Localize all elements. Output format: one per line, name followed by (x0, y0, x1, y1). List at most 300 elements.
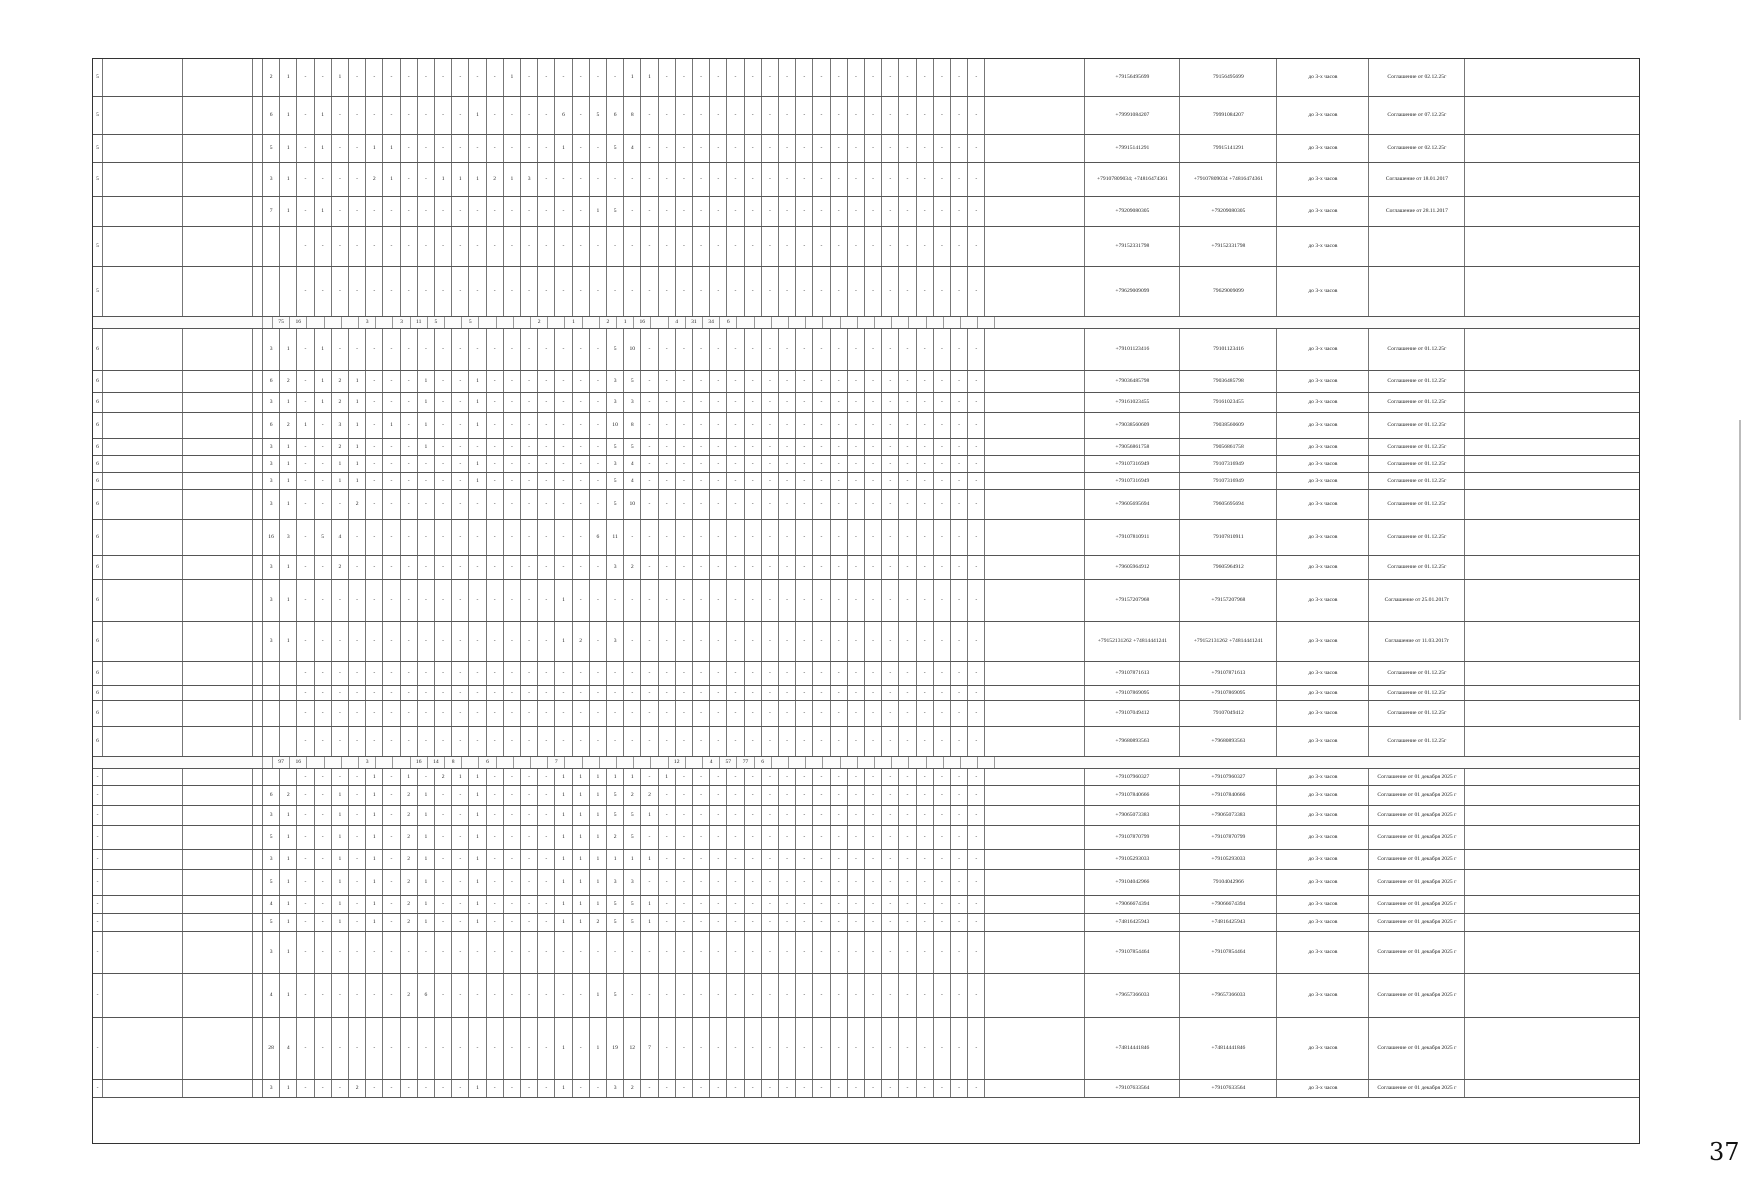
count-cell: - (779, 622, 796, 661)
count-cell: - (865, 556, 882, 579)
count-cell: 1 (555, 826, 572, 849)
cell-addr (985, 870, 1085, 895)
count-cell: - (487, 59, 504, 96)
count-cell: 5 (624, 826, 641, 849)
count-cell: - (762, 786, 779, 805)
count-cell: 5 (607, 974, 624, 1017)
count-cell: - (418, 622, 435, 661)
subtotal-value (325, 317, 342, 328)
count-cell: - (727, 520, 744, 555)
cell-area (183, 135, 253, 162)
count-cell: 4 (263, 974, 280, 1017)
count-cell: - (349, 662, 366, 685)
count-cell: - (641, 622, 658, 661)
count-cell: 1 (280, 135, 297, 162)
count-cell: - (435, 490, 452, 519)
count-cell: 1 (383, 135, 400, 162)
count-cell: - (555, 59, 572, 96)
count-cell: - (693, 520, 710, 555)
count-cell: - (779, 135, 796, 162)
count-cell: - (676, 163, 693, 196)
count-cell: 1 (332, 870, 349, 895)
count-cell: - (745, 329, 762, 370)
count-cell: - (487, 267, 504, 316)
count-cell: - (297, 870, 314, 895)
count-cell: - (487, 371, 504, 392)
count-cell: - (573, 580, 590, 621)
count-cell: 1 (332, 59, 349, 96)
count-cell: - (796, 163, 813, 196)
count-cell: - (865, 413, 882, 438)
cell-agr (1369, 227, 1465, 266)
count-cell: - (504, 393, 521, 412)
cell-addr (985, 769, 1085, 785)
count-cell: - (659, 227, 676, 266)
count-cell: - (315, 227, 332, 266)
count-cell: - (813, 556, 830, 579)
count-cell: - (968, 520, 985, 555)
count-cell: - (452, 686, 469, 700)
count-cell: - (693, 97, 710, 134)
cell-phone2: 79107049412 (1180, 701, 1277, 726)
count-cell: - (848, 490, 865, 519)
cell-time: до 3-х часов (1277, 769, 1369, 785)
count-cell: - (762, 932, 779, 973)
count-cell: - (865, 456, 882, 472)
count-cell: - (745, 870, 762, 895)
count-cell: - (899, 59, 916, 96)
subtotal-value (978, 317, 995, 328)
count-cell: - (676, 439, 693, 455)
count-cell: - (882, 393, 899, 412)
cell-phone1: +79107049412 (1085, 701, 1180, 726)
cell-time: до 3-х часов (1277, 473, 1369, 489)
count-cell: - (418, 769, 435, 785)
cell-addr (985, 826, 1085, 849)
count-cell: - (555, 686, 572, 700)
cell-org (103, 97, 183, 134)
subtotal-value (806, 757, 823, 768)
count-cell: - (762, 413, 779, 438)
count-cell: - (899, 97, 916, 134)
count-cell: - (951, 914, 968, 931)
count-cell: - (521, 769, 538, 785)
count-cell: 1 (280, 1080, 297, 1097)
count-cell: - (951, 662, 968, 685)
count-cell: 1 (332, 456, 349, 472)
count-cell: - (917, 393, 934, 412)
count-cell: 1 (555, 870, 572, 895)
count-cell: - (934, 371, 951, 392)
count-cell: - (934, 393, 951, 412)
cell-phone2: +79065073383 (1180, 806, 1277, 825)
count-cell: 5 (607, 197, 624, 226)
count-cell: - (573, 413, 590, 438)
count-cell: - (538, 727, 555, 756)
count-cell: - (710, 701, 727, 726)
cell-area (183, 662, 253, 685)
count-cell: - (934, 1080, 951, 1097)
table-cell (263, 317, 273, 328)
count-cell: - (831, 556, 848, 579)
count-cell: 2 (401, 914, 418, 931)
count-cell: 3 (607, 371, 624, 392)
count-cell: - (848, 686, 865, 700)
cell-phone1: +79107316949 (1085, 456, 1180, 472)
count-cell: - (315, 1080, 332, 1097)
count-cell: - (366, 686, 383, 700)
cell-addr (985, 393, 1085, 412)
count-cell: - (383, 826, 400, 849)
table-row (93, 413, 1639, 439)
count-cell: 1 (297, 413, 314, 438)
count-cell: - (848, 786, 865, 805)
cell-dist (253, 1018, 263, 1079)
count-cell: - (727, 393, 744, 412)
count-cell: - (848, 1080, 865, 1097)
count-cell: - (779, 227, 796, 266)
cell-phone2: +79107869095 (1180, 686, 1277, 700)
subtotal-value (927, 757, 944, 768)
cell-agr: Соглашение от 01.12.25г (1369, 371, 1465, 392)
cell-dist (253, 870, 263, 895)
count-cell: - (745, 267, 762, 316)
count-cell: - (469, 580, 486, 621)
subtotal-value (651, 317, 668, 328)
cell-num: 5 (93, 227, 103, 266)
count-cell: - (521, 786, 538, 805)
count-cell: - (762, 456, 779, 472)
count-cell: 1 (469, 371, 486, 392)
count-cell: - (899, 686, 916, 700)
count-cell: - (917, 371, 934, 392)
count-cell: - (831, 456, 848, 472)
cell-phone1: +79104042966 (1085, 870, 1180, 895)
count-cell: - (745, 197, 762, 226)
count-cell: - (676, 1080, 693, 1097)
cell-dist (253, 806, 263, 825)
count-cell: - (745, 786, 762, 805)
count-cell: - (762, 974, 779, 1017)
count-cell: - (951, 806, 968, 825)
cell-dist (253, 267, 263, 316)
count-cell: - (676, 267, 693, 316)
count-cell: - (762, 686, 779, 700)
table-row (93, 806, 1639, 826)
count-cell: - (383, 197, 400, 226)
cell-addr (985, 896, 1085, 913)
cell-dist (253, 896, 263, 913)
count-cell: - (332, 1018, 349, 1079)
count-cell: - (693, 662, 710, 685)
count-cell: 1 (332, 914, 349, 931)
count-cell: - (710, 135, 727, 162)
count-cell: - (435, 59, 452, 96)
count-cell: - (366, 622, 383, 661)
count-cell: - (469, 727, 486, 756)
count-cell: - (779, 329, 796, 370)
count-cell: - (848, 329, 865, 370)
subtotal-value: 11 (411, 317, 428, 328)
count-cell: - (676, 413, 693, 438)
count-cell: - (383, 786, 400, 805)
count-cell: - (469, 267, 486, 316)
cell-time: до 3-х часов (1277, 163, 1369, 196)
count-cell: - (848, 769, 865, 785)
count-cell: - (332, 622, 349, 661)
cell-addr (985, 439, 1085, 455)
count-cell: - (538, 135, 555, 162)
count-cell: 1 (590, 826, 607, 849)
table-row (93, 97, 1639, 135)
count-cell: - (693, 1080, 710, 1097)
count-cell: - (487, 769, 504, 785)
table-cell (263, 757, 273, 768)
subtotal-value (376, 317, 393, 328)
count-cell: - (813, 932, 830, 973)
cell-num: - (93, 826, 103, 849)
count-cell: - (762, 1018, 779, 1079)
count-cell: - (968, 686, 985, 700)
count-cell: - (297, 701, 314, 726)
count-cell: - (934, 439, 951, 455)
cell-org (103, 490, 183, 519)
count-cell: - (538, 974, 555, 1017)
count-cell: 1 (280, 329, 297, 370)
count-cell: - (917, 686, 934, 700)
subtotal-value (565, 757, 582, 768)
count-cell: - (349, 329, 366, 370)
cell-num: 6 (93, 580, 103, 621)
count-cell: - (435, 520, 452, 555)
count-cell: - (297, 727, 314, 756)
cell-phone1: +79991084207 (1085, 97, 1180, 134)
cell-phone2: 79605964912 (1180, 556, 1277, 579)
cell-agr: Соглашение от 01 декабря 2025 г (1369, 806, 1465, 825)
count-cell: - (951, 59, 968, 96)
count-cell: - (418, 267, 435, 316)
count-cell: 1 (366, 870, 383, 895)
count-cell: - (435, 727, 452, 756)
count-cell: - (332, 701, 349, 726)
count-cell: 3 (607, 556, 624, 579)
count-cell: - (693, 439, 710, 455)
count-cell: 1 (315, 135, 332, 162)
count-cell: - (676, 806, 693, 825)
cell-area (183, 622, 253, 661)
count-cell: - (951, 490, 968, 519)
count-cell: - (538, 473, 555, 489)
count-cell: - (418, 163, 435, 196)
count-cell: 1 (349, 371, 366, 392)
count-cell: - (882, 329, 899, 370)
count-cell: - (710, 870, 727, 895)
cell-phone1: +79157207968 (1085, 580, 1180, 621)
count-cell: - (848, 806, 865, 825)
count-cell: 3 (607, 1080, 624, 1097)
count-cell: - (934, 163, 951, 196)
count-cell: - (899, 490, 916, 519)
cell-agr: Соглашение от 01.12.25г (1369, 456, 1465, 472)
count-cell: - (710, 227, 727, 266)
count-cell: - (504, 896, 521, 913)
count-cell: - (899, 556, 916, 579)
count-cell: - (917, 227, 934, 266)
count-cell: - (504, 701, 521, 726)
count-cell: - (487, 439, 504, 455)
count-cell: - (487, 701, 504, 726)
count-cell: - (745, 769, 762, 785)
count-cell: - (934, 413, 951, 438)
count-cell: - (487, 932, 504, 973)
count-cell: - (968, 197, 985, 226)
subtotal-value (342, 757, 359, 768)
count-cell: 5 (624, 896, 641, 913)
cell-num: - (93, 974, 103, 1017)
count-cell: - (452, 456, 469, 472)
count-cell: - (727, 456, 744, 472)
cell-org (103, 197, 183, 226)
count-cell: - (659, 1018, 676, 1079)
cell-org (103, 520, 183, 555)
count-cell: - (848, 932, 865, 973)
count-cell: - (504, 97, 521, 134)
count-cell: - (573, 439, 590, 455)
count-cell: 7 (641, 1018, 658, 1079)
count-cell: - (693, 622, 710, 661)
count-cell: 1 (469, 1080, 486, 1097)
count-cell: - (641, 556, 658, 579)
count-cell: - (469, 135, 486, 162)
count-cell: - (693, 329, 710, 370)
count-cell: - (469, 662, 486, 685)
count-cell: - (487, 662, 504, 685)
count-cell: - (745, 59, 762, 96)
count-cell: - (865, 701, 882, 726)
count-cell: - (555, 393, 572, 412)
cell-num: 6 (93, 439, 103, 455)
count-cell: - (745, 662, 762, 685)
cell-time: до 3-х часов (1277, 870, 1369, 895)
count-cell: - (951, 163, 968, 196)
count-cell: - (865, 896, 882, 913)
count-cell: - (934, 896, 951, 913)
count-cell: - (934, 59, 951, 96)
count-cell: 1 (332, 473, 349, 489)
count-cell: - (349, 267, 366, 316)
count-cell: - (332, 769, 349, 785)
count-cell: - (917, 135, 934, 162)
count-cell: - (418, 59, 435, 96)
count-cell: - (676, 769, 693, 785)
count-cell: - (796, 97, 813, 134)
count-cell: - (796, 701, 813, 726)
count-cell: - (315, 622, 332, 661)
count-cell: - (831, 329, 848, 370)
count-cell: - (676, 227, 693, 266)
count-cell: - (676, 870, 693, 895)
count-cell: - (469, 556, 486, 579)
count-cell: - (641, 932, 658, 973)
count-cell: - (762, 622, 779, 661)
count-cell: - (349, 622, 366, 661)
count-cell: - (745, 580, 762, 621)
count-cell: - (332, 974, 349, 1017)
count-cell: - (487, 1080, 504, 1097)
count-cell: - (693, 850, 710, 869)
count-cell: 1 (555, 806, 572, 825)
cell-dist (253, 456, 263, 472)
count-cell: 1 (469, 97, 486, 134)
cell-area (183, 850, 253, 869)
count-cell: 1 (469, 393, 486, 412)
count-cell: - (951, 393, 968, 412)
cell-phone1: +79152131262 +74814441241 (1085, 622, 1180, 661)
count-cell: - (366, 329, 383, 370)
cell-dist (253, 932, 263, 973)
count-cell: - (418, 490, 435, 519)
cell-phone2: 79605695694 (1180, 490, 1277, 519)
subtotal-value (927, 317, 944, 328)
count-cell: - (349, 59, 366, 96)
count-cell: - (848, 914, 865, 931)
cell-time: до 3-х часов (1277, 786, 1369, 805)
count-cell: - (934, 520, 951, 555)
count-cell: - (968, 662, 985, 685)
count-cell: - (641, 727, 658, 756)
count-cell: - (968, 227, 985, 266)
count-cell: - (951, 580, 968, 621)
count-cell: - (848, 135, 865, 162)
count-cell: - (624, 662, 641, 685)
count-cell: - (882, 97, 899, 134)
cell-phone1: +79209080305 (1085, 197, 1180, 226)
subtotal-value (909, 757, 926, 768)
cell-addr (985, 974, 1085, 1017)
count-cell: - (745, 686, 762, 700)
cell-phone2: 79107316949 (1180, 473, 1277, 489)
count-cell: - (951, 826, 968, 849)
count-cell: - (435, 456, 452, 472)
count-cell: - (607, 267, 624, 316)
cell-phone2: 79915141291 (1180, 135, 1277, 162)
cell-num: 6 (93, 490, 103, 519)
cell-num: 6 (93, 701, 103, 726)
cell-area (183, 769, 253, 785)
subtotal-value (892, 757, 909, 768)
cell-org (103, 413, 183, 438)
count-cell: - (469, 227, 486, 266)
subtotal-value (376, 757, 393, 768)
count-cell: - (917, 622, 934, 661)
count-cell: 2 (641, 786, 658, 805)
count-cell: - (366, 520, 383, 555)
count-cell: - (383, 456, 400, 472)
count-cell: - (418, 329, 435, 370)
count-cell: - (951, 371, 968, 392)
count-cell: - (745, 896, 762, 913)
count-cell: - (383, 371, 400, 392)
cell-phone2: +74816425943 (1180, 914, 1277, 931)
count-cell: - (297, 473, 314, 489)
count-cell: 5 (590, 97, 607, 134)
count-cell: 1 (641, 59, 658, 96)
count-cell: - (590, 413, 607, 438)
count-cell: - (504, 520, 521, 555)
count-cell: - (676, 850, 693, 869)
cell-num: 6 (93, 622, 103, 661)
subtotal-value: 14 (428, 757, 445, 768)
